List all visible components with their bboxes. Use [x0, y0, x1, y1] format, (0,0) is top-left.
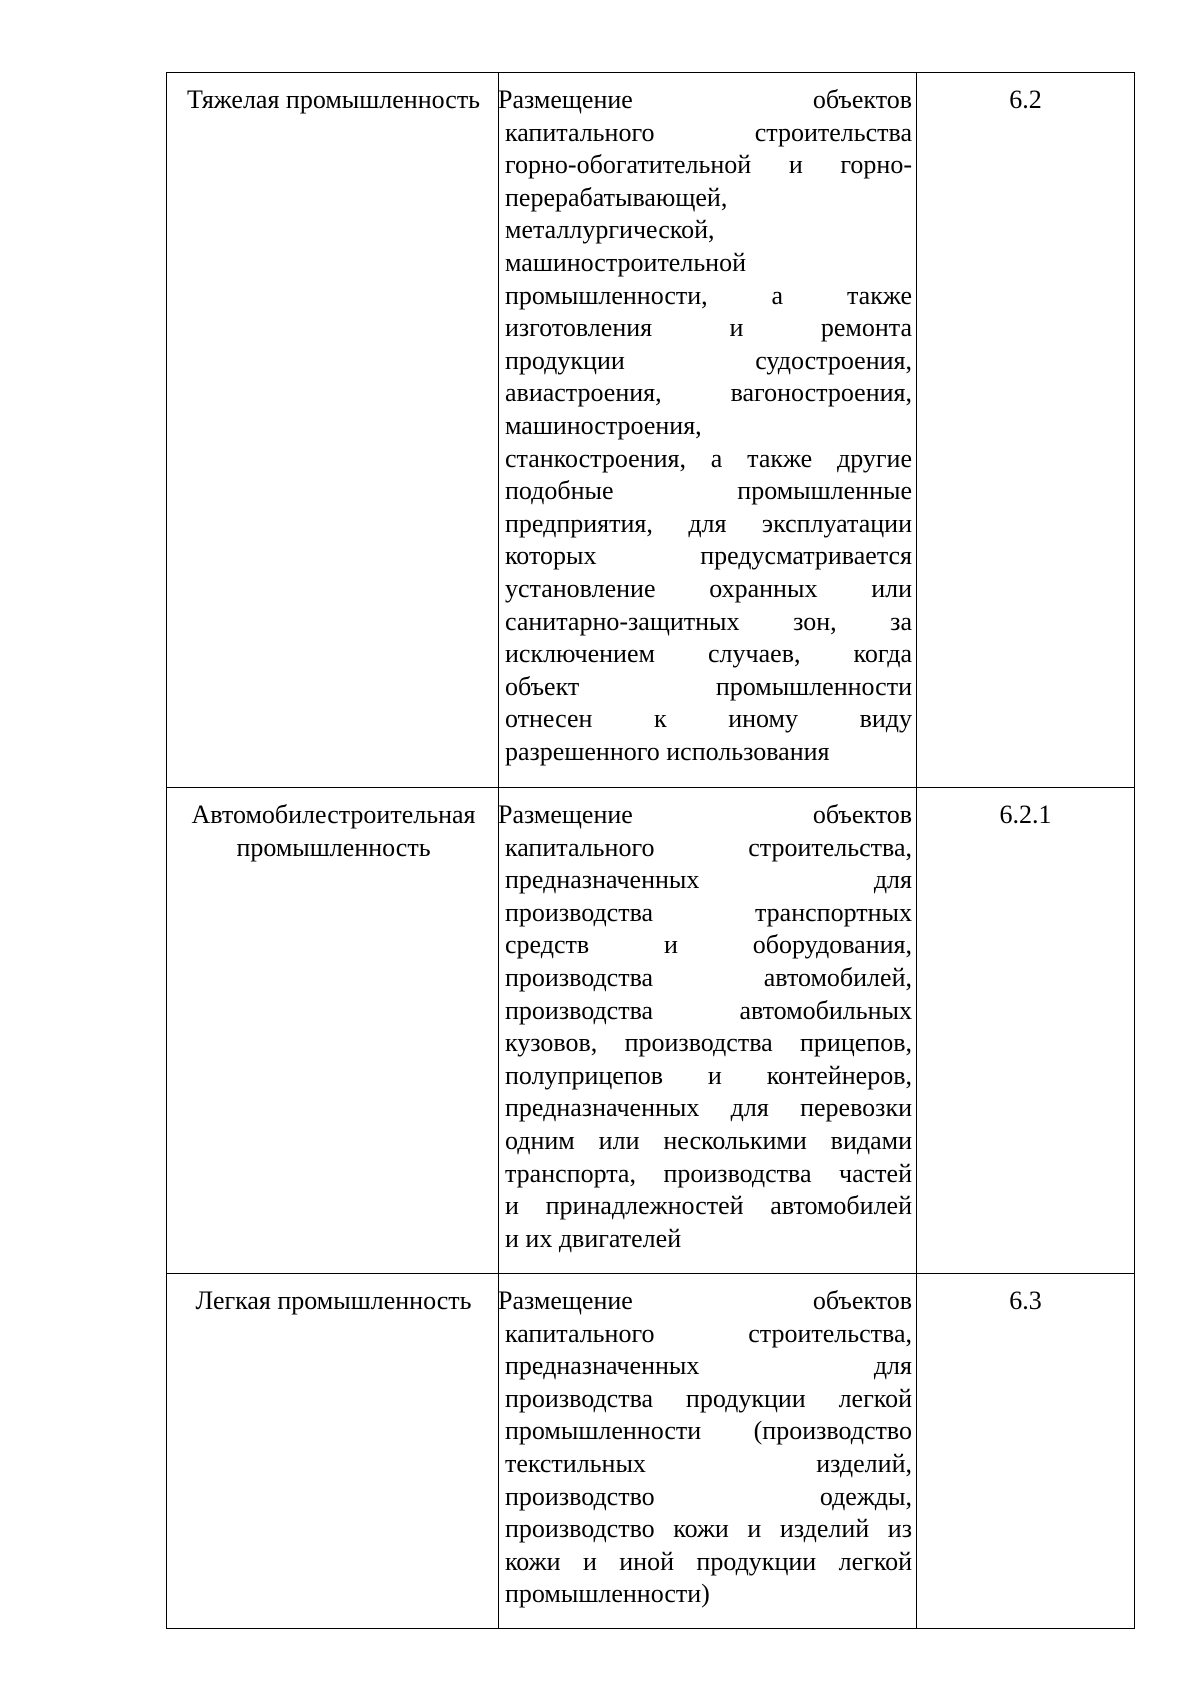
description-line: машиностроительной: [505, 247, 747, 277]
description-line: которых предусматривается: [505, 541, 912, 571]
use-type-name-cell: Тяжелая промышленность: [167, 73, 499, 788]
land-use-table: [166, 72, 1135, 1629]
description-line: машиностроения,: [505, 410, 702, 440]
description-line: объект промышленности: [505, 671, 912, 701]
use-type-code-cell: 6.2: [917, 73, 1135, 788]
use-type-code-cell: 6.3: [917, 1274, 1135, 1629]
use-type-name-cell: Легкая промышленность: [167, 1274, 499, 1629]
description-line: кожи и иной продукции легкой: [505, 1546, 912, 1576]
description-line: разрешенного использования: [505, 736, 830, 766]
description-line: подобные промышленные: [505, 476, 912, 506]
description-line: производства транспортных: [505, 897, 912, 927]
description-line: отнесен к иному виду: [505, 704, 912, 734]
description-line: Размещение объектов: [498, 800, 912, 829]
description-line: санитарно-защитных зон, за: [505, 606, 912, 636]
description-line: капитального строительства: [505, 117, 912, 147]
description-line: предназначенных для: [505, 865, 912, 895]
description-line: предназначенных для: [505, 1351, 912, 1381]
use-type-name-cell: Автомобилестроительная промышленность: [167, 788, 499, 1274]
description-line: производство кожи и изделий из: [505, 1514, 912, 1544]
description-line: капитального строительства,: [505, 1318, 912, 1348]
use-type-description-cell: [499, 1274, 917, 1629]
description-line: Размещение объектов: [498, 1286, 912, 1315]
description-line: транспорта, производства частей: [505, 1158, 912, 1188]
description-line: предназначенных для перевозки: [505, 1093, 912, 1123]
table-body: [167, 73, 1135, 1629]
description-line: капитального строительства,: [505, 832, 912, 862]
description-line: станкостроения, а также другие: [505, 443, 912, 473]
table-row: [167, 73, 1135, 788]
description-line: установление охранных или: [505, 573, 912, 603]
description-line: производство одежды,: [505, 1481, 912, 1511]
description-line: промышленности, а также: [505, 280, 912, 310]
description-line: производства продукции легкой: [505, 1383, 912, 1413]
description-line: и принадлежностей автомобилей: [505, 1191, 912, 1221]
description-line: производства автомобильных: [505, 995, 912, 1025]
description-line: полуприцепов и контейнеров,: [505, 1060, 912, 1090]
use-type-description-cell: [499, 788, 917, 1274]
table-row: [167, 788, 1135, 1274]
description-line: одним или несколькими видами: [505, 1125, 912, 1155]
description-line: кузовов, производства прицепов,: [505, 1028, 912, 1058]
description-line: текстильных изделий,: [505, 1448, 912, 1478]
description-line: металлургической,: [505, 215, 715, 245]
use-type-code-cell: 6.2.1: [917, 788, 1135, 1274]
description-line: и их двигателей: [505, 1223, 682, 1253]
description-line: предприятия, для эксплуатации: [505, 508, 912, 538]
description-line: авиастроения, вагоностроения,: [505, 378, 912, 408]
description-line: перерабатывающей,: [505, 182, 728, 212]
description-line: изготовления и ремонта: [505, 313, 912, 343]
description-line: исключением случаев, когда: [505, 639, 912, 669]
description-line: средств и оборудования,: [505, 930, 912, 960]
description-line: промышленности): [505, 1579, 710, 1609]
description-line: горно-обогатительной и горно-: [505, 150, 912, 180]
use-type-description-cell: [499, 73, 917, 788]
description-line: продукции судостроения,: [505, 345, 912, 375]
description-line: производства автомобилей,: [505, 962, 912, 992]
description-line: промышленности (производство: [505, 1416, 912, 1446]
description-line: Размещение объектов: [498, 85, 912, 114]
table-row: [167, 1274, 1135, 1629]
